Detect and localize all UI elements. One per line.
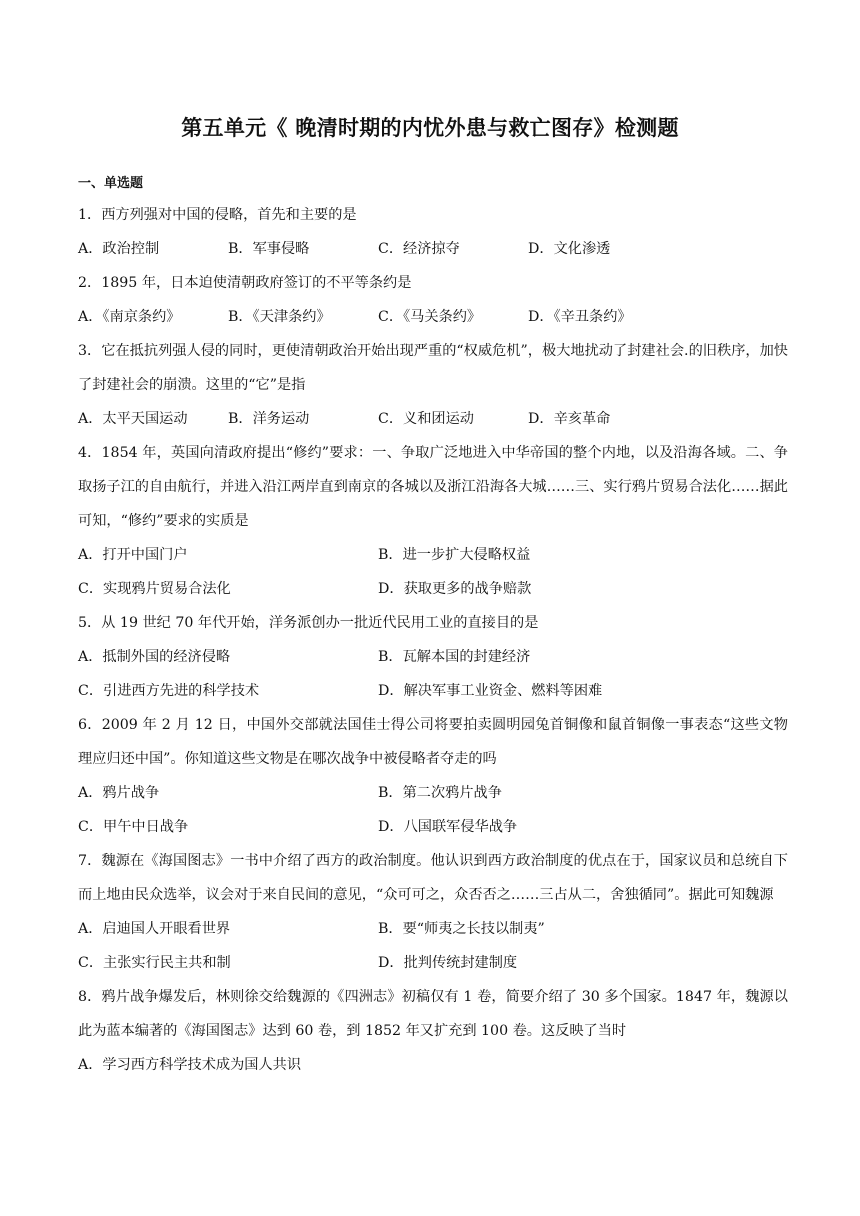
option-c: C．经济掠夺 [378, 241, 460, 257]
question-8 [78, 980, 788, 1082]
option-a: A．学习西方科学技术成为国人共识 [78, 1057, 302, 1073]
option-c: C．甲午中日战争 [78, 819, 189, 835]
option-c: C．义和团运动 [378, 411, 474, 427]
options-row [78, 776, 788, 844]
option-a: A．太平天国运动 [78, 411, 188, 427]
option-a: A．启迪国人开眼看世界 [78, 921, 231, 937]
question-3 [78, 334, 788, 436]
option-a: A．《南京条约》 [78, 309, 181, 325]
option-a: A．打开中国门户 [78, 547, 188, 563]
option-b: B．《天津条约》 [228, 309, 331, 325]
question-text: 2．1895 年，日本迫使清朝政府签订的不平等条约是 [78, 275, 412, 291]
option-b: B．瓦解本国的封建经济 [378, 649, 531, 665]
options-row [78, 402, 788, 436]
option-a: A．政治控制 [78, 241, 160, 257]
options-row [78, 300, 788, 334]
question-5 [78, 606, 788, 708]
question-6 [78, 708, 788, 844]
question-list [78, 170, 788, 1082]
question-text: 8．鸦片战争爆发后，林则徐交给魏源的《四洲志》初稿仅有 1 卷，简要介绍了 30 多个国家。1847 年，魏源以此为蓝本编著的《海国图志》达到 60 卷，到 1852 年又扩充到 100 卷。这反映了当时 [78, 989, 788, 1039]
option-a: A．抵制外国的经济侵略 [78, 649, 231, 665]
question-4 [78, 436, 788, 606]
options-row [78, 640, 788, 708]
option-d: D．解决军事工业资金、燃料等困难 [378, 683, 603, 699]
option-c: C．引进西方先进的科学技术 [78, 683, 260, 699]
option-b: B．进一步扩大侵略权益 [378, 547, 531, 563]
question-text: 6．2009 年 2 月 12 日，中国外交部就法国佳士得公司将要拍卖圆明园兔首铜像和鼠首铜像一事表态“这些文物理应归还中国”。你知道这些文物是在哪次战争中被侵略者夺走的吗 [78, 717, 788, 767]
option-d: D．获取更多的战争赔款 [378, 581, 532, 597]
options-row [78, 912, 788, 980]
question-7 [78, 844, 788, 980]
option-b: B．军事侵略 [228, 241, 310, 257]
question-text: 4．1854 年，英国向清政府提出“修约”要求：一、争取广泛地进入中华帝国的整个内地，以及沿海各域。二、争取扬子江的自由航行，并进入沿江两岸直到南京的各城以及浙江沿海各大城……三、实行鸦片贸易合法化……据此可知，“修约”要求的实质是 [78, 445, 788, 529]
section-heading: 一、单选题 [78, 176, 144, 191]
option-c: C．《马关条约》 [378, 309, 482, 325]
option-c: C．主张实行民主共和制 [78, 955, 231, 971]
option-a: A．鸦片战争 [78, 785, 160, 801]
options-row [78, 538, 788, 606]
question-1 [78, 198, 788, 266]
option-d: D．批判传统封建制度 [378, 955, 518, 971]
option-b: B．第二次鸦片战争 [378, 785, 502, 801]
option-b: B．要“师夷之长技以制夷” [378, 921, 545, 937]
question-text: 5．从 19 世纪 70 年代开始，洋务派创办一批近代民用工业的直接目的是 [78, 615, 539, 631]
option-d: D．八国联军侵华战争 [378, 819, 518, 835]
option-d: D．辛亥革命 [528, 411, 611, 427]
option-c: C．实现鸦片贸易合法化 [78, 581, 231, 597]
option-d: D．《辛丑条约》 [528, 309, 632, 325]
options-row [78, 232, 788, 266]
options-row [78, 1048, 788, 1082]
question-text: 1．西方列强对中国的侵略，首先和主要的是 [78, 207, 357, 223]
option-b: B．洋务运动 [228, 411, 310, 427]
option-d: D．文化渗透 [528, 241, 611, 257]
question-text: 3．它在抵抗列强人侵的同时，更使清朝政治开始出现严重的“权威危机”，极大地扰动了封建社会.的旧秩序，加快了封建社会的崩溃。这里的“它”是指 [78, 343, 788, 393]
page-title: 第五单元《 晚清时期的内忧外患与救亡图存》检测题 [181, 116, 679, 140]
question-2 [78, 266, 788, 334]
question-text: 7．魏源在《海国图志》一书中介绍了西方的政治制度。他认识到西方政治制度的优点在于，国家议员和总统自下而上地由民众选举，议会对于来自民间的意见，“众可可之，众否否之……三占从二，舍独循同”。据此可知魏源 [78, 853, 788, 903]
